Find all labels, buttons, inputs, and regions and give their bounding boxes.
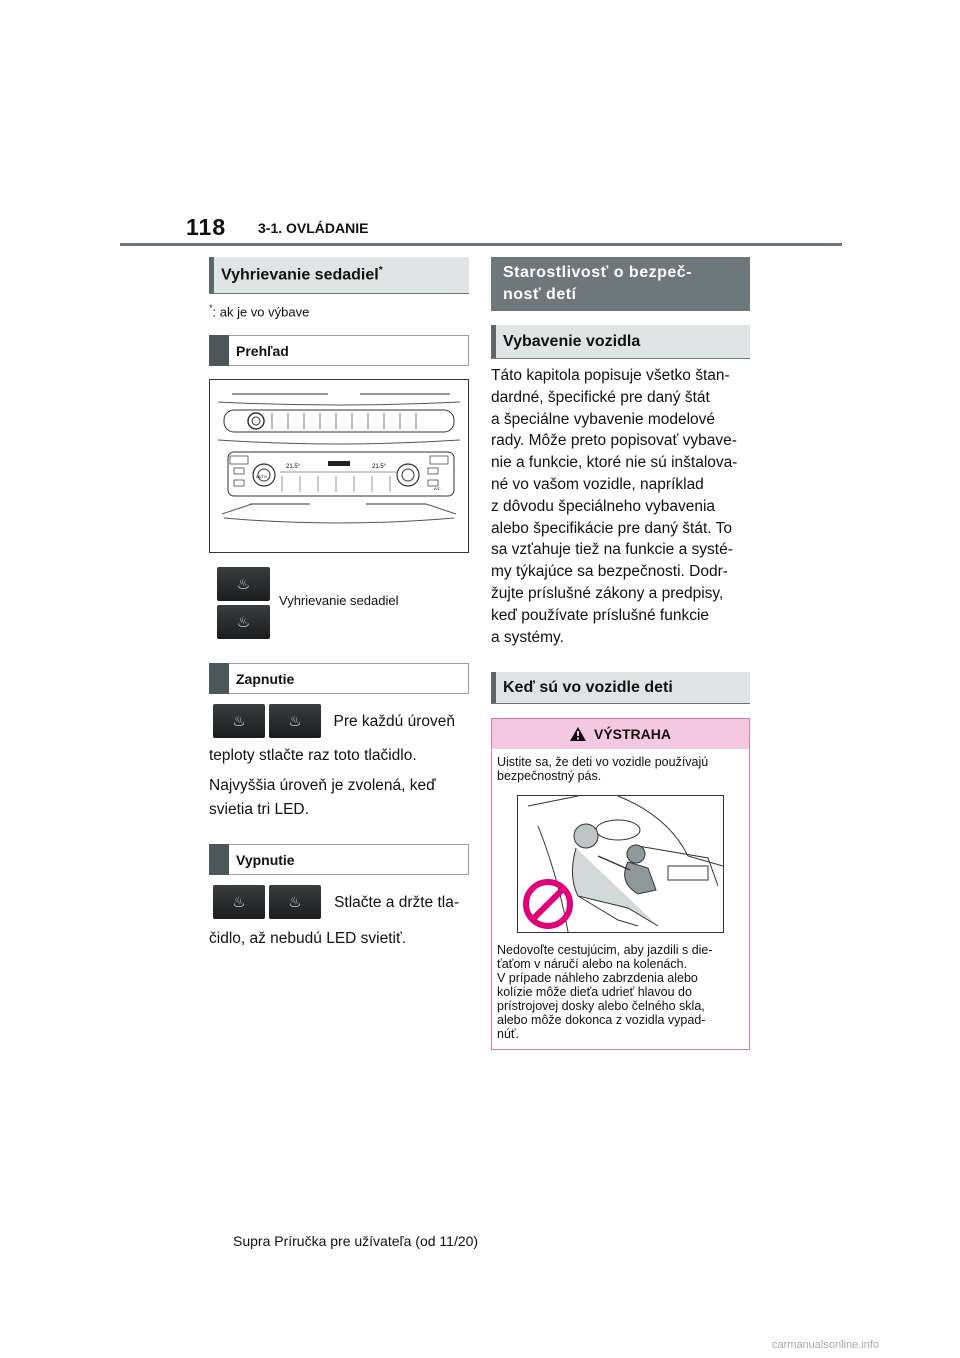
seat-heating-right-button bbox=[269, 704, 321, 738]
page-number: 118 bbox=[186, 214, 227, 240]
text-line: Táto kapitola popisuje všetko štan- bbox=[491, 367, 730, 384]
seat-heating-left-button bbox=[213, 704, 265, 738]
footer: Supra Príručka pre užívateľa (od 11/20) bbox=[233, 1233, 479, 1249]
text-line: prístrojovej dosky alebo čelného skla, bbox=[497, 999, 705, 1014]
climate-panel-figure bbox=[209, 379, 469, 553]
seat-heating-left-button bbox=[213, 885, 265, 919]
section-heading-seat-heating bbox=[209, 257, 469, 293]
svg-text:AUTO: AUTO bbox=[256, 474, 268, 480]
seat-heat-icon: ♨ bbox=[236, 576, 251, 594]
text-line: V prípade náhleho zabrzdenia alebo bbox=[497, 971, 698, 986]
on-button-row bbox=[209, 704, 469, 742]
text-line: z dôvodu špeciálneho vybavenia bbox=[491, 497, 716, 515]
seat-heating-left-button bbox=[217, 567, 270, 601]
climate-panel-illustration bbox=[210, 380, 468, 552]
off-button-row bbox=[209, 885, 469, 923]
text-line: my týkajúce sa bezpečnosti. Dodr- bbox=[491, 563, 728, 581]
text-line: ťaťom v náručí alebo na kolenách. bbox=[497, 957, 688, 972]
text-line: kolízie môže dieťa udrieť hlavou do bbox=[497, 985, 692, 1000]
svg-text:21.5°: 21.5° bbox=[372, 464, 387, 471]
seat-heat-icon: ♨ bbox=[288, 894, 302, 912]
seat-heating-right-button bbox=[269, 885, 321, 919]
seat-heat-icon: ♨ bbox=[236, 614, 251, 632]
off-inline-text: Stlačte a držte tla- bbox=[334, 894, 459, 912]
on-text-1: teploty stlačte raz toto tlačidlo. bbox=[209, 747, 417, 765]
section-heading-child-safety: Starostlivosť o bezpeč- nosť detí bbox=[491, 257, 750, 311]
on-text-2a: Najvyššia úroveň je zvolená, keď bbox=[209, 777, 436, 795]
warning-text bbox=[497, 943, 744, 1041]
subheading-off: Vypnutie bbox=[209, 844, 469, 875]
svg-text:21.5°: 21.5° bbox=[286, 464, 301, 471]
text-line: alebo špecifikácie pre daný štát. To bbox=[491, 519, 732, 537]
text-line: a systémy. bbox=[491, 628, 564, 646]
section-heading-text: Vyhrievanie sedadiel* bbox=[221, 265, 383, 284]
subheading-on: Zapnutie bbox=[209, 663, 469, 694]
text-line: Nedovoľte cestujúcim, aby jazdili s die- bbox=[497, 943, 713, 958]
warning-body bbox=[492, 749, 749, 1049]
right-column bbox=[491, 257, 750, 1050]
svg-text:A/C: A/C bbox=[434, 486, 441, 492]
footnote: *: ak je vo výbave bbox=[209, 303, 310, 320]
text-line: rady. Môže preto popisovať vybave- bbox=[491, 432, 737, 450]
child-on-lap-figure bbox=[517, 795, 724, 933]
seat-heat-icon: ♨ bbox=[232, 713, 246, 731]
text-line: sa vzťahuje tiež na funkcie a systé- bbox=[491, 541, 733, 559]
text-line: alebo môže dokonca z vozidla vypad- bbox=[497, 1013, 706, 1028]
text-line: keď používate príslušné funkcie bbox=[491, 606, 710, 624]
text-line: né vo vašom vozidle, napríklad bbox=[491, 475, 704, 493]
warning-intro bbox=[497, 755, 744, 783]
seat-heating-right-button bbox=[217, 605, 270, 639]
off-text-1: čidlo, až nebudú LED svietiť. bbox=[209, 930, 407, 948]
subheading-overview: Prehľad bbox=[209, 335, 469, 366]
text-line: bezpečnostný pás. bbox=[497, 769, 602, 784]
equipment-paragraph bbox=[491, 365, 750, 648]
on-inline-text: Pre každú úroveň bbox=[333, 713, 455, 731]
seat-heating-legend bbox=[209, 567, 469, 643]
text-line: nie a funkcie, ktoré nie sú inštalova- bbox=[491, 454, 738, 472]
text-line: núť. bbox=[497, 1027, 520, 1042]
header-rule bbox=[120, 243, 842, 246]
seat-heat-icon: ♨ bbox=[232, 894, 246, 912]
subheading-children-in-vehicle: Keď sú vo vozidle deti bbox=[491, 672, 750, 703]
legend-label: Vyhrievanie sedadiel bbox=[279, 593, 399, 609]
text-line: dardné, špecifické pre daný štát bbox=[491, 388, 710, 406]
watermark: carmanualsonline.info bbox=[772, 1339, 880, 1351]
seat-heat-icon: ♨ bbox=[288, 713, 302, 731]
child-on-lap-illustration bbox=[518, 796, 723, 932]
subheading-vehicle-equipment: Vybavenie vozidla bbox=[491, 325, 750, 358]
on-text-2b: svietia tri LED. bbox=[209, 801, 309, 819]
text-line: Uistite sa, že deti vo vozidle používajú bbox=[497, 755, 709, 770]
text-line: žujte príslušné zákony a predpisy, bbox=[491, 584, 724, 602]
warning-header: VÝSTRAHA bbox=[492, 719, 749, 749]
warning-box bbox=[491, 718, 750, 1050]
text-line: a špeciálne vybavenie modelové bbox=[491, 410, 716, 428]
left-column bbox=[209, 257, 469, 951]
chapter-title: 3-1. OVLÁDANIE bbox=[258, 220, 369, 236]
warning-triangle-icon bbox=[570, 727, 586, 741]
